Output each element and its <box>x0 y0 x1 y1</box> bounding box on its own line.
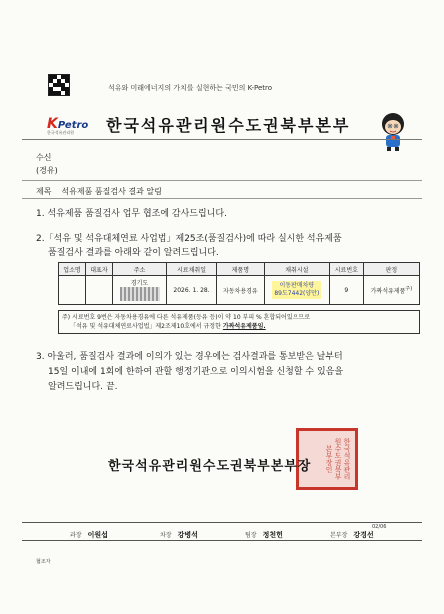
signer-3-title: 팀장 <box>245 532 257 539</box>
facility-highlight <box>272 281 321 299</box>
logo-subtitle: 한국석유관리원 <box>47 130 75 135</box>
signer-1-title: 과장 <box>70 532 82 539</box>
kpetro-logo <box>47 113 93 135</box>
signer-4-name: 강경선 <box>353 531 374 539</box>
qr-code-icon <box>48 74 70 96</box>
subject-rule-bottom <box>22 198 422 199</box>
redacted-block <box>120 287 160 301</box>
col-business: 업소명 <box>59 263 86 276</box>
signer-4 <box>330 530 374 540</box>
signer-1-name: 이원섭 <box>87 531 108 539</box>
sender-name: 한국석유관리원수도권북부본부장 <box>108 459 312 474</box>
signer-2-name: 강병석 <box>177 531 198 539</box>
paragraph-1: 1. 석유제품 품질검사 업무 협조에 감사드립니다. <box>36 209 227 219</box>
col-product: 제품명 <box>216 263 264 276</box>
signer-2-title: 차장 <box>160 532 172 539</box>
recipient-label: 수신 <box>36 153 52 162</box>
signer-4-title: 본부장 <box>330 532 348 539</box>
cell-product: 자동차용경유 <box>216 276 264 305</box>
verdict-note-mark: 주) <box>405 286 413 292</box>
col-sample-no: 시료번호 <box>329 263 363 276</box>
table-header-row <box>59 263 420 276</box>
col-address: 주소 <box>112 263 166 276</box>
header-rule <box>22 139 422 140</box>
cell-sample-no: 9 <box>329 276 363 305</box>
agency-title: 한국석유관리원수도권북부본부 <box>106 116 351 135</box>
approval-date: 02/06 <box>372 524 387 530</box>
table-row <box>59 276 420 305</box>
signer-3 <box>245 530 283 540</box>
cell-business <box>59 276 86 305</box>
col-owner: 대표자 <box>85 263 112 276</box>
assist-label: 협조자 <box>36 559 51 565</box>
footnote-emphasis: 가짜석유제품임. <box>222 323 266 330</box>
mascot-icon <box>376 110 410 152</box>
facility-line-1: 이동판매차량 <box>279 282 315 289</box>
facility-line-2: 89도7442(양만) <box>274 290 320 297</box>
paragraph-3-line-1: 3. 아울러, 품질검사 결과에 이의가 있는 경우에는 검사결과를 통보받은 날부터 <box>36 352 343 362</box>
signer-1 <box>70 530 108 540</box>
logo-petro: Petro <box>57 120 89 131</box>
verdict-text: 가짜석유제품 <box>370 288 406 295</box>
signer-3-name: 정천헌 <box>262 531 283 539</box>
logo-k: K <box>47 116 58 132</box>
col-facility: 채취시설 <box>264 263 329 276</box>
subject-rule-top <box>22 180 422 181</box>
signer-2 <box>160 530 198 540</box>
footer-rule-top <box>22 522 422 523</box>
paragraph-2-line-1: 2.「석유 및 석유대체연료 사업법」제25조(품질검사)에 따라 실시한 석유제품 <box>36 234 342 244</box>
paragraph-3 <box>36 350 416 395</box>
paragraph-3-line-2: 15일 이내에 1회에 한하여 관할 행정기관으로 이의시험을 신청할 수 있음을 <box>48 367 344 377</box>
via-label: (경유) <box>36 166 58 175</box>
cell-address <box>112 276 166 305</box>
footnote-line-2: 「석유 및 석유대체연료사업법」제2조제10호에서 규정한 <box>70 323 221 330</box>
col-verdict: 판정 <box>363 263 419 276</box>
cell-verdict <box>363 276 419 305</box>
motto: 석유와 미래에너지의 가치를 실현하는 국민의 K-Petro <box>108 84 273 92</box>
address-text: 경기도 <box>130 279 149 287</box>
subject-line <box>36 186 162 197</box>
footnote-line-1: 주) 시료번호 9번은 자동차용경유에 다른 석유제품(등유 등)이 약 10 부피 % 혼합되어있으므로 <box>62 314 311 321</box>
footer-rule-bottom <box>22 540 422 541</box>
seal-text: 한국석유관리원수도권북부본부장인 <box>325 438 351 480</box>
table-footnote <box>58 310 420 334</box>
paragraph-2-line-2: 품질검사 결과를 아래와 같이 알려드립니다. <box>48 248 219 258</box>
subject-label: 제목 <box>36 187 52 196</box>
col-date: 시료채취일 <box>167 263 217 276</box>
subject-text: 석유제품 품질검사 결과 알림 <box>61 187 162 196</box>
paragraph-2 <box>36 232 416 260</box>
cell-owner <box>85 276 112 305</box>
paragraph-3-line-3: 알려드립니다. 끝. <box>48 382 118 392</box>
cell-date: 2026. 1. 28. <box>167 276 217 305</box>
cell-facility <box>264 276 329 305</box>
result-table <box>58 262 420 305</box>
